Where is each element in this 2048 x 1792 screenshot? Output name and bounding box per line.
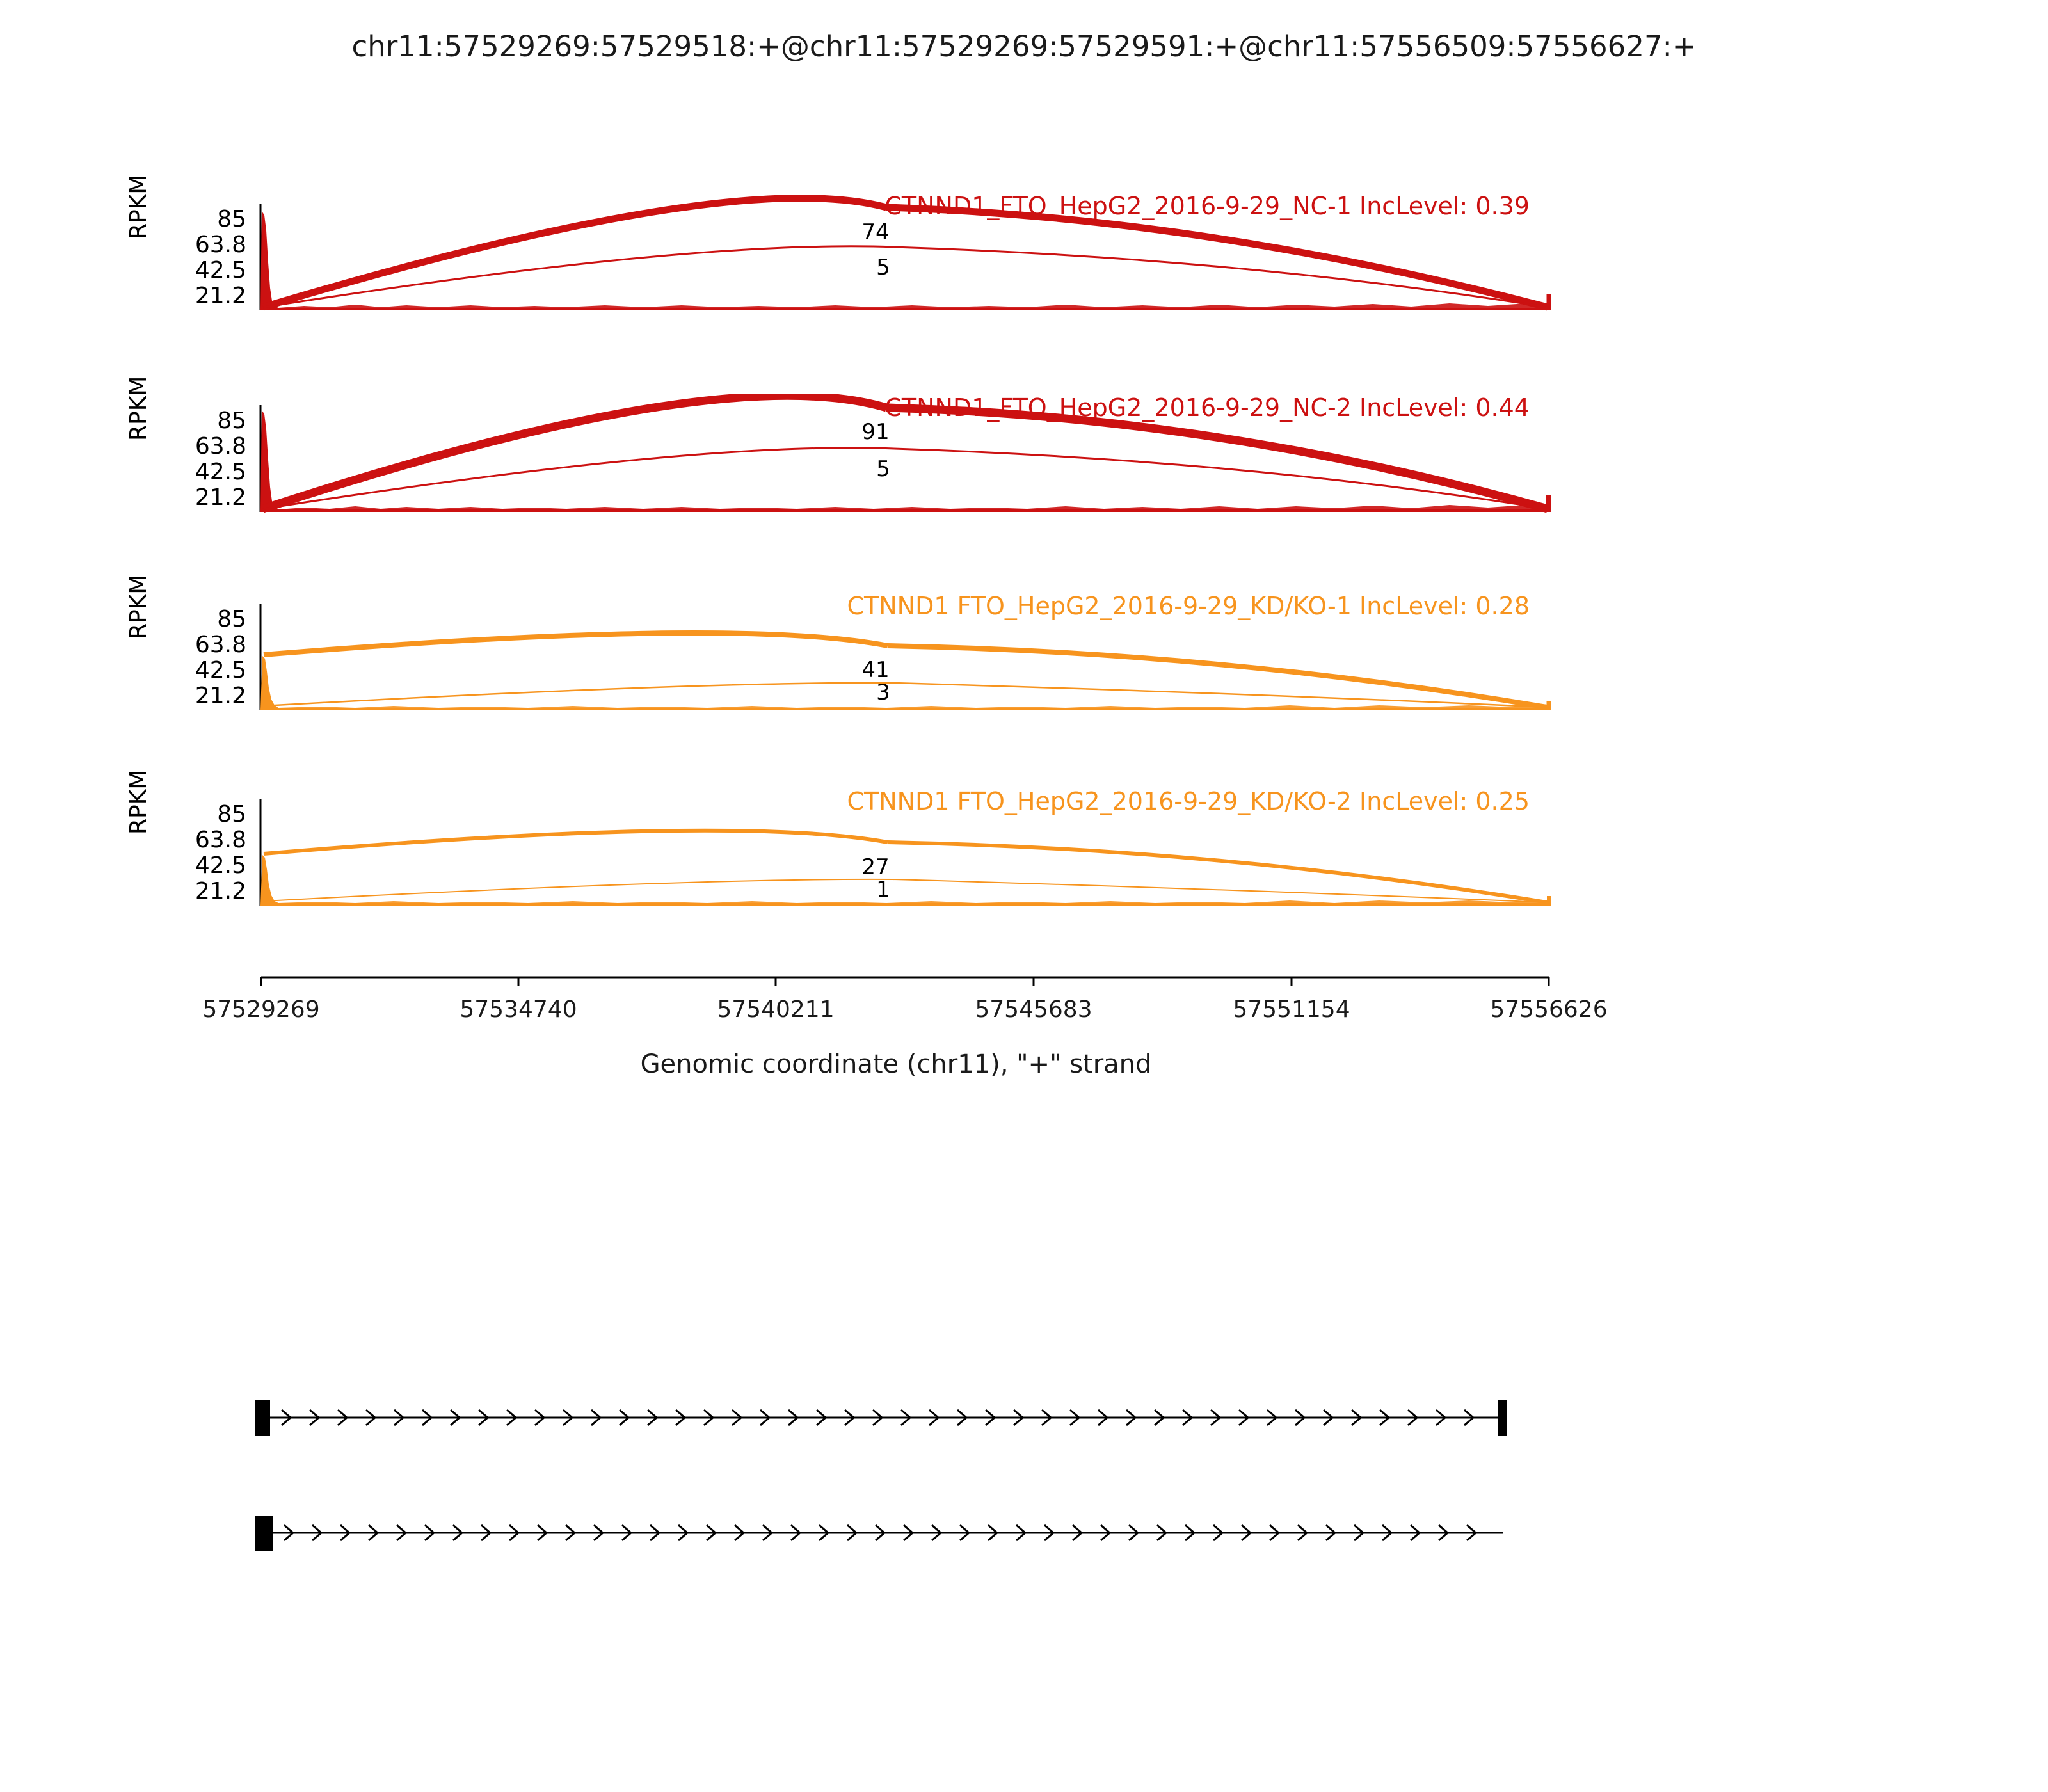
y-tick-label: 21.2	[195, 683, 246, 709]
track-label: CTNND1_FTO_HepG2_2016-9-29_NC-2 IncLevel: 0.44	[884, 394, 1530, 422]
coverage-plot	[246, 787, 1552, 925]
y-axis-label: RPKM	[125, 769, 152, 835]
coverage-plot	[246, 592, 1552, 730]
y-axis-ticks	[147, 787, 246, 925]
y-axis-label: RPKM	[125, 376, 152, 441]
y-tick-label: 63.8	[195, 433, 246, 460]
x-tick-label: 57545683	[975, 996, 1092, 1023]
y-tick-label: 42.5	[195, 852, 246, 879]
y-tick-label: 63.8	[195, 232, 246, 258]
y-tick-label: 42.5	[195, 657, 246, 684]
track-panel-kd-1	[0, 574, 2048, 730]
x-axis-line	[0, 970, 2048, 995]
x-tick-label: 57529269	[202, 996, 320, 1023]
junction-count-thick: 91	[861, 419, 890, 445]
y-tick-label: 21.2	[195, 878, 246, 904]
track-label: CTNND1 FTO_HepG2_2016-9-29_KD/KO-1 IncLevel: 0.28	[847, 592, 1530, 620]
junction-count-thick: 41	[861, 657, 890, 683]
y-axis-ticks	[147, 192, 246, 330]
junction-count-thin: 3	[876, 680, 890, 705]
y-tick-label: 42.5	[195, 459, 246, 485]
x-axis-title: Genomic coordinate (chr11), "+" strand	[640, 1050, 1152, 1079]
x-tick-label: 57534740	[460, 996, 577, 1023]
y-tick-label: 21.2	[195, 283, 246, 309]
y-tick-label: 85	[217, 206, 246, 232]
junction-count-thin: 1	[876, 877, 890, 902]
y-tick-label: 63.8	[195, 632, 246, 658]
y-tick-label: 85	[217, 408, 246, 434]
track-label: CTNND1_FTO_HepG2_2016-9-29_NC-1 IncLevel: 0.39	[884, 192, 1530, 220]
y-tick-label: 85	[217, 801, 246, 828]
y-tick-label: 63.8	[195, 827, 246, 853]
y-axis-ticks	[147, 592, 246, 730]
junction-count-thick: 27	[861, 854, 890, 880]
y-axis-label: RPKM	[125, 174, 152, 239]
y-axis-label: RPKM	[125, 574, 152, 639]
y-axis-ticks	[147, 394, 246, 531]
track-label: CTNND1 FTO_HepG2_2016-9-29_KD/KO-2 IncLevel: 0.25	[847, 787, 1530, 815]
track-panel-nc-1	[0, 174, 2048, 330]
y-tick-label: 85	[217, 606, 246, 632]
track-panel-nc-2	[0, 376, 2048, 531]
junction-count-thick: 74	[861, 220, 890, 245]
x-tick-label: 57556626	[1490, 996, 1608, 1023]
transcript-isoform-1	[0, 1389, 2048, 1446]
y-tick-label: 21.2	[195, 484, 246, 511]
y-tick-label: 42.5	[195, 257, 246, 284]
x-tick-label: 57540211	[717, 996, 835, 1023]
junction-count-thin: 5	[876, 255, 890, 280]
junction-count-thin: 5	[876, 456, 890, 482]
x-tick-label: 57551154	[1233, 996, 1350, 1023]
page-title: chr11:57529269:57529518:+@chr11:57529269:57529591:+@chr11:57556509:57556627:+	[351, 29, 1697, 63]
track-panel-kd-2	[0, 769, 2048, 925]
transcript-isoform-2	[0, 1504, 2048, 1562]
